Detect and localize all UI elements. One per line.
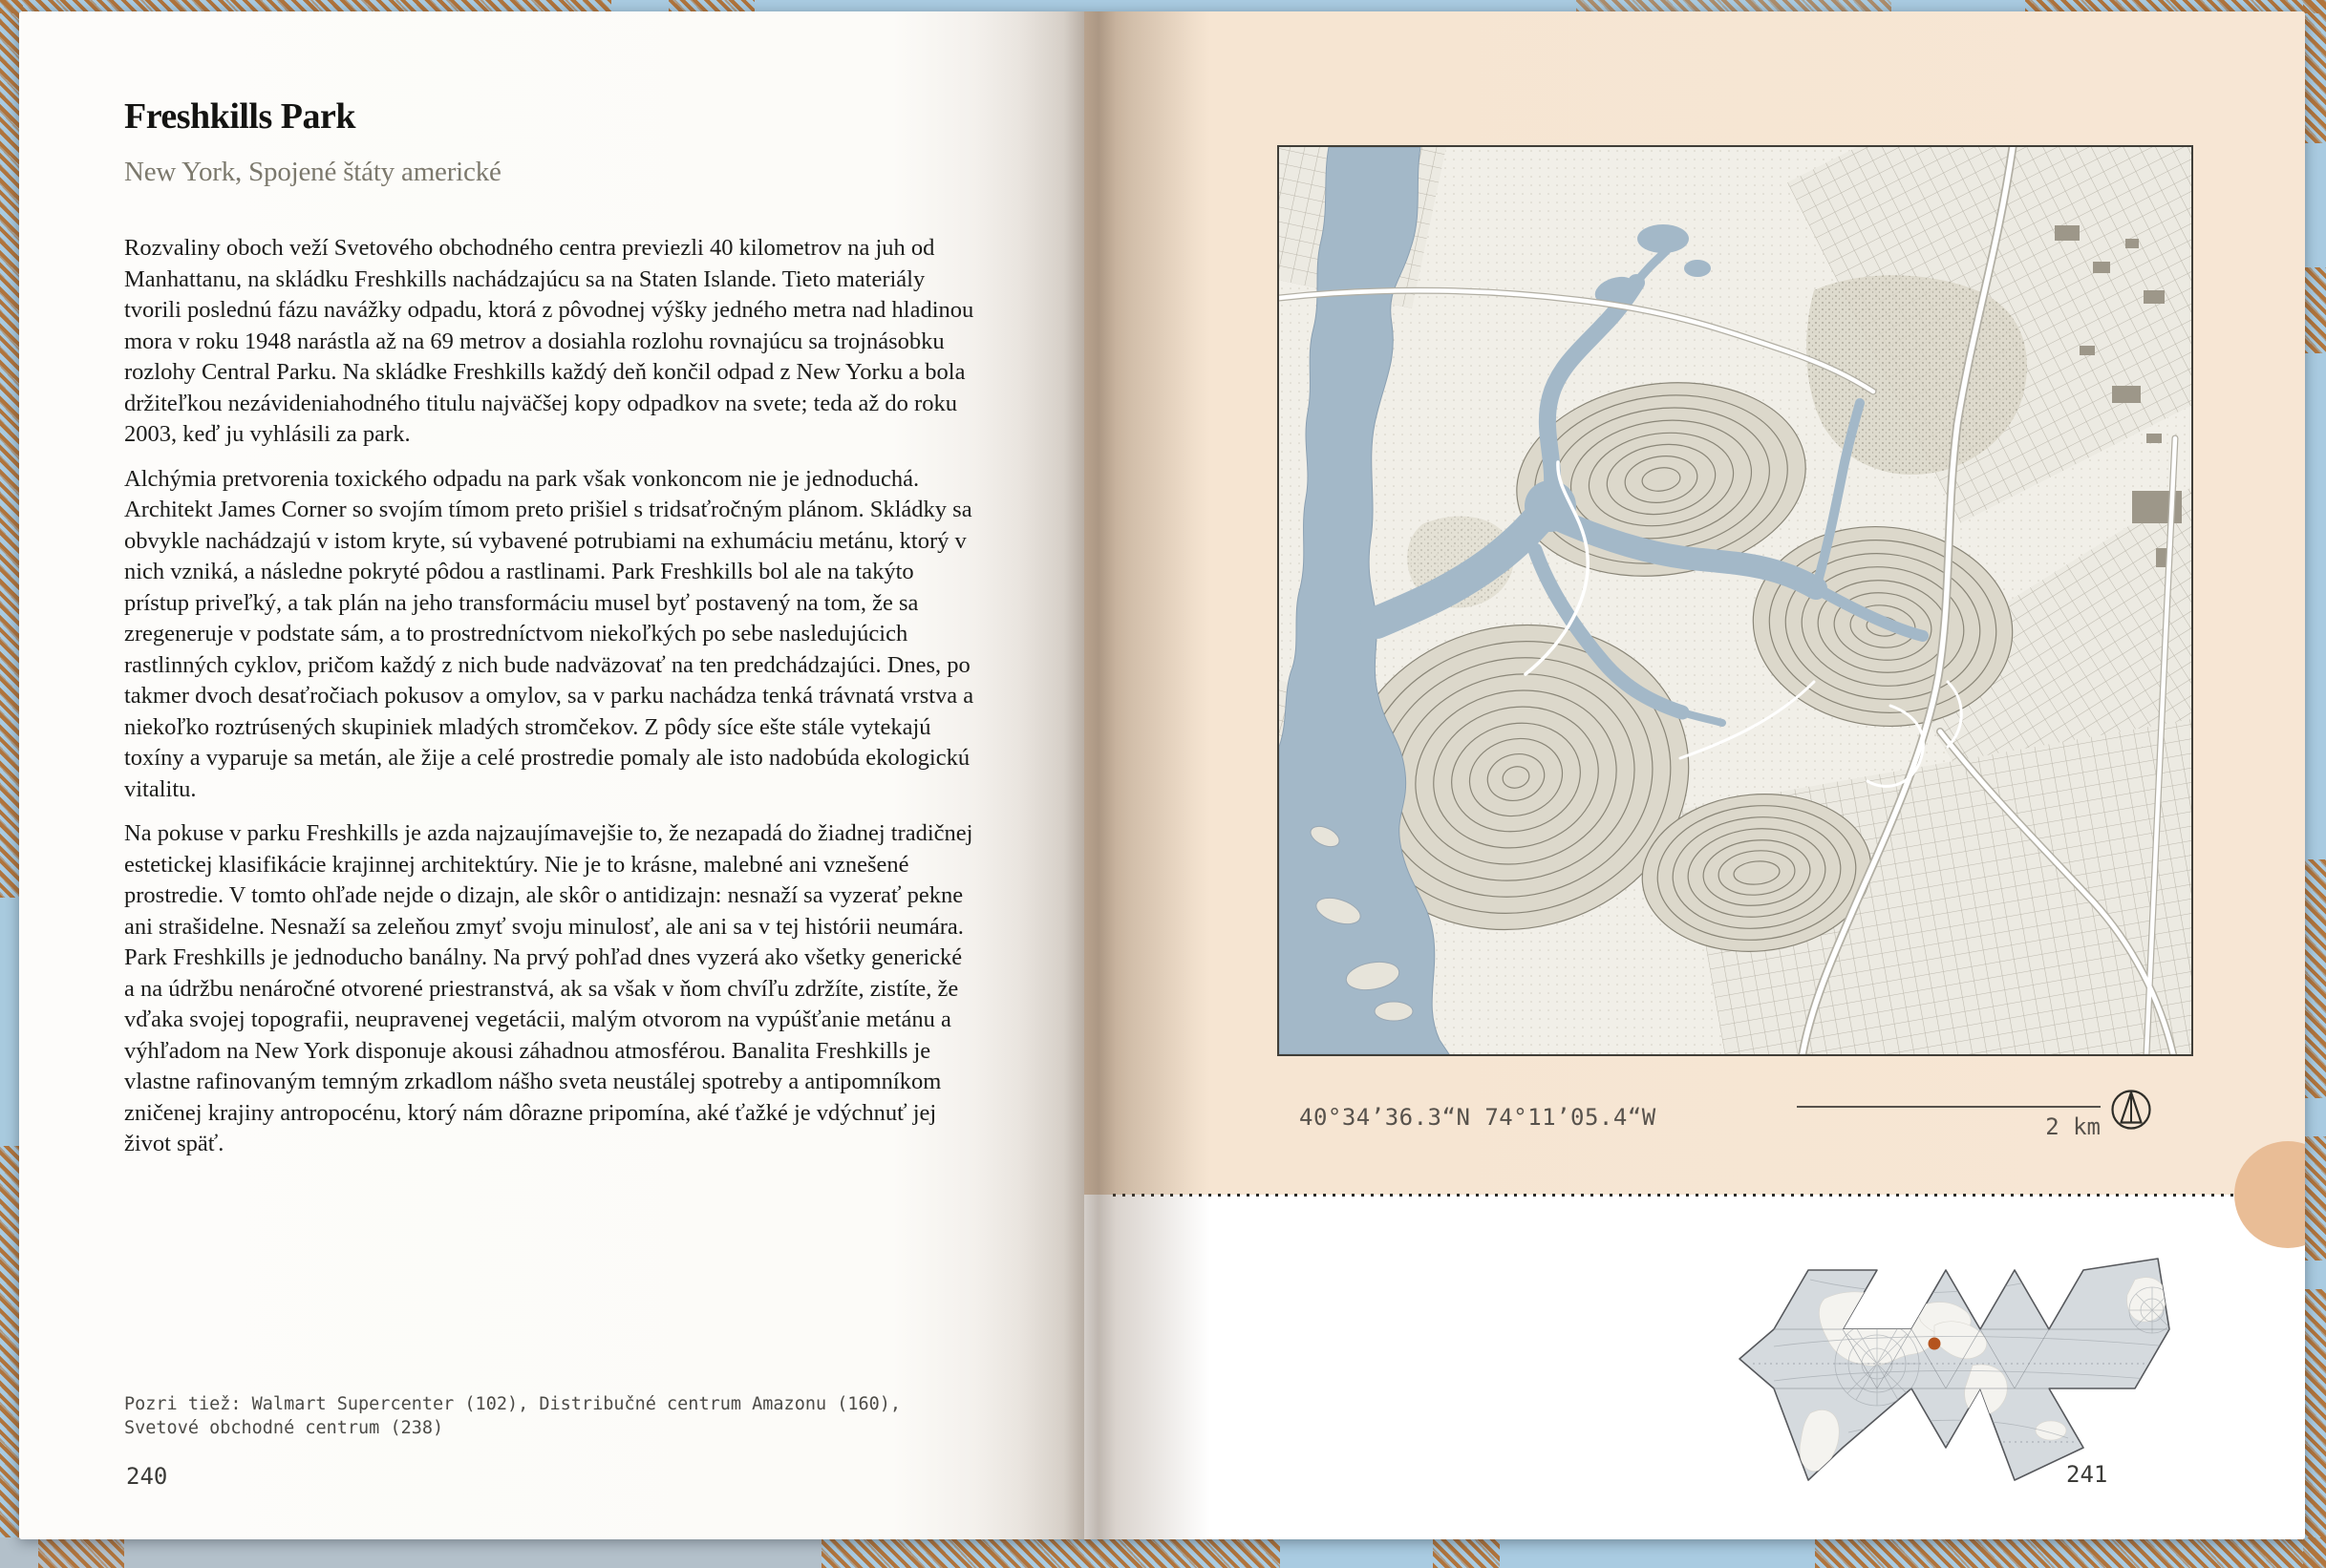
- compass-icon: [2108, 1087, 2154, 1133]
- article-title: Freshkills Park: [124, 96, 355, 137]
- page-right: [1084, 11, 2305, 1539]
- topographic-map-image: [1277, 145, 2193, 1056]
- map-coordinates: 40°34’36.3“N 74°11’05.4“W: [1299, 1104, 1656, 1131]
- dotted-separator: [1113, 1194, 2245, 1197]
- border-hatch-right-5: [2303, 1289, 2326, 1568]
- paragraph-2: Alchýmia pretvorenia toxického odpadu na park však vonkoncom nie je jednoduchá. Architekt James Corner so svojím tímom preto prišiel s tridsaťročným plánom. Skládky sa obvykle nachádzajú v istom kryte, sú vybavené potrubiami na exhumáciu metánu, ktorý v nich vzniká, a následne pokryté pôdou a rastlinami. Park Freshkills bol ale na takýto prístup priveľký, a tak plán na jeho transformáciu musel byť postavený na tom, že sa zregeneruje v podstate sám, a to prostredníctvom niekoľkých po sebe nasledujúcich rastlinných cyklov, pričom každý z nich bude nadväzovať na ten predchádzajúci. Dnes, po takmer dvoch desaťročiach pokusov a omylov, sa v parku nachádza tenká trávnatá vrstva a niekoľko roztrúsených skupiniek mladých stromčekov. Z pôdy síce ešte stále vytekajú toxíny a vyparuje sa metán, ale žije a celé prostredie pomaly ale isto nadobúda ekologickú vitalitu.: [124, 465, 974, 802]
- paragraph-3: Na pokuse v parku Freshkills je azda najzaujímavejšie to, že nezapadá do žiadnej tradičnej estetickej klasifikácie krajinnej architektúry. Nie je to krásne, malebné ani vznešené prostredie. V tomto ohľade nejde o dizajn, ale skôr o antidizajn: nesnaží sa vyzerať pekne ani strašidelne. Nesnaží sa zeleňou zmyť svoju minulosť, ale ani sa v tej histórii neumára. Park Freshkills je jednoducho banálny. Na prvý pohľad dnes vyzerá ako všetky generické a na údržbu nenáročné otvorené priestranstvá, ak sa však v ňom chvíľu zdržíte, zistíte, že vďaka svojej topografii, neupravenej vegetácii, malým otvorom na vypúšťanie metánu a výhľadom na New York disponuje akousi záhadnou atmosférou. Banalita Freshkills je vlastne rafinovaným temným zrkadlom nášho sveta neustálej spotreby a antipomníkom zničenej krajiny antropocénu, ktorý nám dôrazne pripomína, aké ťažké je vdýchnuť jej život späť.: [124, 820, 973, 1156]
- scale-bar-label: 2 km: [2045, 1113, 2101, 1140]
- border-hatch-right-3: [2303, 859, 2326, 1098]
- page-number-left: 240: [126, 1463, 168, 1490]
- border-hatch-bottom-3: [1433, 1537, 1500, 1568]
- article-body: [124, 233, 976, 1174]
- page-number-right: 241: [2066, 1461, 2108, 1488]
- topographic-map-art: [1279, 147, 2191, 1054]
- open-book: [19, 11, 2305, 1539]
- paragraph-1: Rozvaliny oboch veží Svetového obchodného centra previezli 40 kilometrov na juh od Manhattanu, na skládku Freshkills nachádzajúcu sa na Staten Islande. Tieto materiály tvorili poslednú fázu navážky odpadu, ktorá z pôvodnej výšky jedného metra nad hladinou mora v roku 1948 narástla až na 69 metrov a dosiahla rozlohu rovnajúcu sa trojnásobku rozlohy Central Parku. Na skládke Freshkills každý deň končil odpad z New Yorku a bola držiteľkou nezávideniahodného titulu najväčšej kopy odpadkov na svete; teda až do roku 2003, keď ju vyhlásili za park.: [124, 235, 974, 447]
- border-hatch-bottom-1: [38, 1537, 124, 1568]
- border-hatch-bottom-2: [822, 1537, 1280, 1568]
- scale-bar: [1797, 1106, 2101, 1108]
- world-map-dymaxion: [1734, 1241, 2192, 1490]
- border-hatch-right-1: [2303, 0, 2326, 143]
- location-dot-icon: [1929, 1338, 1941, 1350]
- see-also-line-2: Svetové obchodné centrum (238): [124, 1418, 444, 1438]
- see-also-note: [124, 1392, 984, 1440]
- see-also-line-1: Pozri tiež: Walmart Supercenter (102), Distribučné centrum Amazonu (160),: [124, 1394, 902, 1414]
- border-hatch-right-2: [2303, 267, 2326, 353]
- article-subtitle: New York, Spojené štáty americké: [124, 157, 501, 187]
- page-left: [19, 11, 1084, 1539]
- border-hatch-bottom-4: [1815, 1537, 2326, 1568]
- border-hatch-right-4: [2303, 1136, 2326, 1261]
